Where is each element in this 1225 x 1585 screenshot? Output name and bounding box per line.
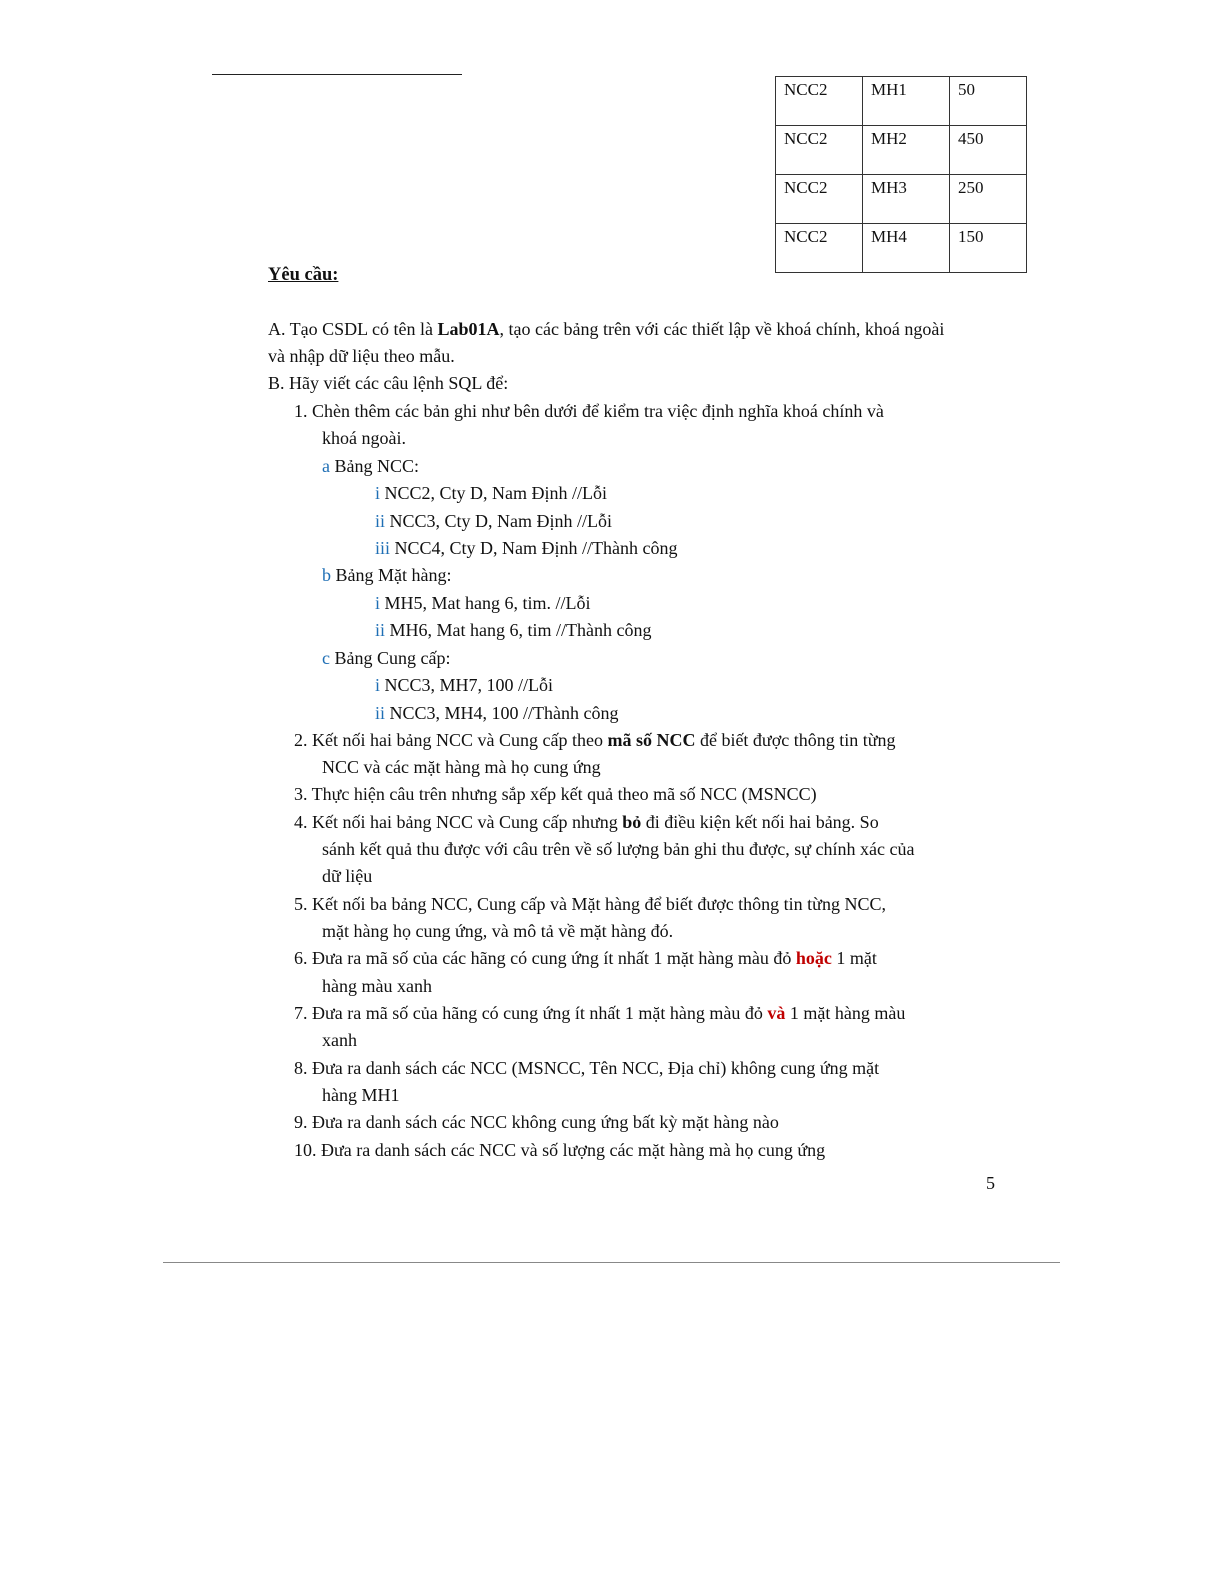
table-cell: 150 bbox=[950, 224, 1027, 273]
requirements-heading: Yêu cầu: bbox=[268, 265, 339, 285]
table-cell: 450 bbox=[950, 126, 1027, 175]
list-item-text: NCC3, MH4, 100 //Thành công bbox=[385, 703, 619, 723]
table-cell: MH4 bbox=[863, 224, 950, 273]
list-marker: i bbox=[375, 675, 381, 695]
header-rule bbox=[212, 74, 462, 75]
list-item bbox=[375, 535, 678, 562]
q6-emphasis: hoặc bbox=[795, 948, 832, 968]
q2-pre: 2. Kết nối hai bảng NCC và Cung cấp theo bbox=[294, 730, 608, 750]
list-marker: iii bbox=[375, 538, 391, 558]
q4-line3: dữ liệu bbox=[322, 866, 373, 886]
q1a-label bbox=[322, 453, 419, 480]
q7-line1 bbox=[294, 1000, 905, 1027]
q5-line1: 5. Kết nối ba bảng NCC, Cung cấp và Mặt hàng để biết được thông tin từng NCC, bbox=[294, 894, 886, 914]
list-marker: i bbox=[375, 593, 381, 613]
table-cell: NCC2 bbox=[776, 175, 863, 224]
q2-line2: NCC và các mặt hàng mà họ cung ứng bbox=[322, 757, 601, 777]
list-item-text: MH5, Mat hang 6, tim. //Lỗi bbox=[380, 593, 591, 613]
page-number: 5 bbox=[986, 1173, 995, 1193]
q4-line2: sánh kết quả thu được với câu trên về số lượng bản ghi thu được, sự chính xác của bbox=[322, 839, 915, 859]
table-cell: NCC2 bbox=[776, 126, 863, 175]
q4-post: đi điều kiện kết nối hai bảng. So bbox=[641, 812, 879, 832]
q6-pre: 6. Đưa ra mã số của các hãng có cung ứng ít nhất 1 mặt hàng màu đỏ bbox=[294, 948, 796, 968]
table-cell: MH2 bbox=[863, 126, 950, 175]
list-item bbox=[375, 672, 553, 699]
table-cell: NCC2 bbox=[776, 77, 863, 126]
sub-label: Bảng Cung cấp: bbox=[330, 648, 451, 668]
list-item-text: MH6, Mat hang 6, tim //Thành công bbox=[385, 620, 652, 640]
q5-line2: mặt hàng họ cung ứng, và mô tả về mặt hàng đó. bbox=[322, 921, 674, 941]
list-item-text: NCC3, MH7, 100 //Lỗi bbox=[380, 675, 554, 695]
table-cell: 250 bbox=[950, 175, 1027, 224]
q9-line1: 9. Đưa ra danh sách các NCC không cung ứng bất kỳ mặt hàng nào bbox=[294, 1112, 779, 1132]
q4-pre: 4. Kết nối hai bảng NCC và Cung cấp nhưng bbox=[294, 812, 623, 832]
q1-line1: 1. Chèn thêm các bản ghi như bên dưới để kiểm tra việc định nghĩa khoá chính và bbox=[294, 401, 884, 421]
q6-line1 bbox=[294, 945, 877, 972]
supply-table bbox=[775, 76, 1027, 273]
q4-line1 bbox=[294, 809, 879, 836]
q8-line2: hàng MH1 bbox=[322, 1085, 400, 1105]
q1-line2: khoá ngoài. bbox=[322, 428, 406, 448]
q3-line1: 3. Thực hiện câu trên nhưng sắp xếp kết quả theo mã số NCC (MSNCC) bbox=[294, 784, 817, 804]
q4-bold: bỏ bbox=[622, 812, 642, 832]
q10-line1: 10. Đưa ra danh sách các NCC và số lượng các mặt hàng mà họ cung ứng bbox=[294, 1140, 826, 1160]
list-item bbox=[375, 590, 591, 617]
q7-post: 1 mặt hàng màu bbox=[785, 1003, 906, 1023]
part-b-intro: B. Hãy viết các câu lệnh SQL để: bbox=[268, 373, 509, 393]
list-item-text: NCC4, Cty D, Nam Định //Thành công bbox=[390, 538, 678, 558]
list-marker: ii bbox=[375, 511, 386, 531]
part-a-line2: và nhập dữ liệu theo mẫu. bbox=[268, 346, 455, 366]
q7-pre: 7. Đưa ra mã số của hãng có cung ứng ít nhất 1 mặt hàng màu đỏ bbox=[294, 1003, 768, 1023]
list-item-text: NCC3, Cty D, Nam Định //Lỗi bbox=[385, 511, 613, 531]
q6-line2: hàng màu xanh bbox=[322, 976, 432, 996]
q1b-label bbox=[322, 562, 451, 589]
part-a-prefix: A. Tạo CSDL có tên là bbox=[268, 319, 438, 339]
q2-line1 bbox=[294, 727, 895, 754]
q1c-label bbox=[322, 645, 450, 672]
db-name: Lab01A bbox=[437, 319, 500, 339]
table-row bbox=[776, 77, 1027, 126]
list-marker: i bbox=[375, 483, 381, 503]
list-item bbox=[375, 700, 619, 727]
table-row bbox=[776, 175, 1027, 224]
table-row bbox=[776, 126, 1027, 175]
table-cell: NCC2 bbox=[776, 224, 863, 273]
q8-line1: 8. Đưa ra danh sách các NCC (MSNCC, Tên NCC, Địa chỉ) không cung ứng mặt bbox=[294, 1058, 880, 1078]
q6-post: 1 mặt bbox=[831, 948, 877, 968]
sub-label: Bảng NCC: bbox=[330, 456, 420, 476]
list-marker: c bbox=[322, 648, 330, 668]
list-marker: b bbox=[322, 565, 331, 585]
list-item bbox=[375, 480, 607, 507]
part-a-line1 bbox=[268, 316, 944, 343]
table-cell: MH3 bbox=[863, 175, 950, 224]
list-item-text: NCC2, Cty D, Nam Định //Lỗi bbox=[380, 483, 608, 503]
list-marker: ii bbox=[375, 703, 386, 723]
footer-rule bbox=[163, 1262, 1060, 1263]
q7-line2: xanh bbox=[322, 1030, 357, 1050]
list-marker: ii bbox=[375, 620, 386, 640]
part-a-suffix: , tạo các bảng trên với các thiết lập về khoá chính, khoá ngoài bbox=[499, 319, 945, 339]
q2-post: để biết được thông tin từng bbox=[695, 730, 896, 750]
table-cell: 50 bbox=[950, 77, 1027, 126]
list-item bbox=[375, 508, 612, 535]
list-marker: a bbox=[322, 456, 330, 476]
table-row bbox=[776, 224, 1027, 273]
table-cell: MH1 bbox=[863, 77, 950, 126]
q2-bold: mã số NCC bbox=[607, 730, 696, 750]
sub-label: Bảng Mặt hàng: bbox=[331, 565, 452, 585]
list-item bbox=[375, 617, 651, 644]
q7-emphasis: và bbox=[767, 1003, 786, 1023]
